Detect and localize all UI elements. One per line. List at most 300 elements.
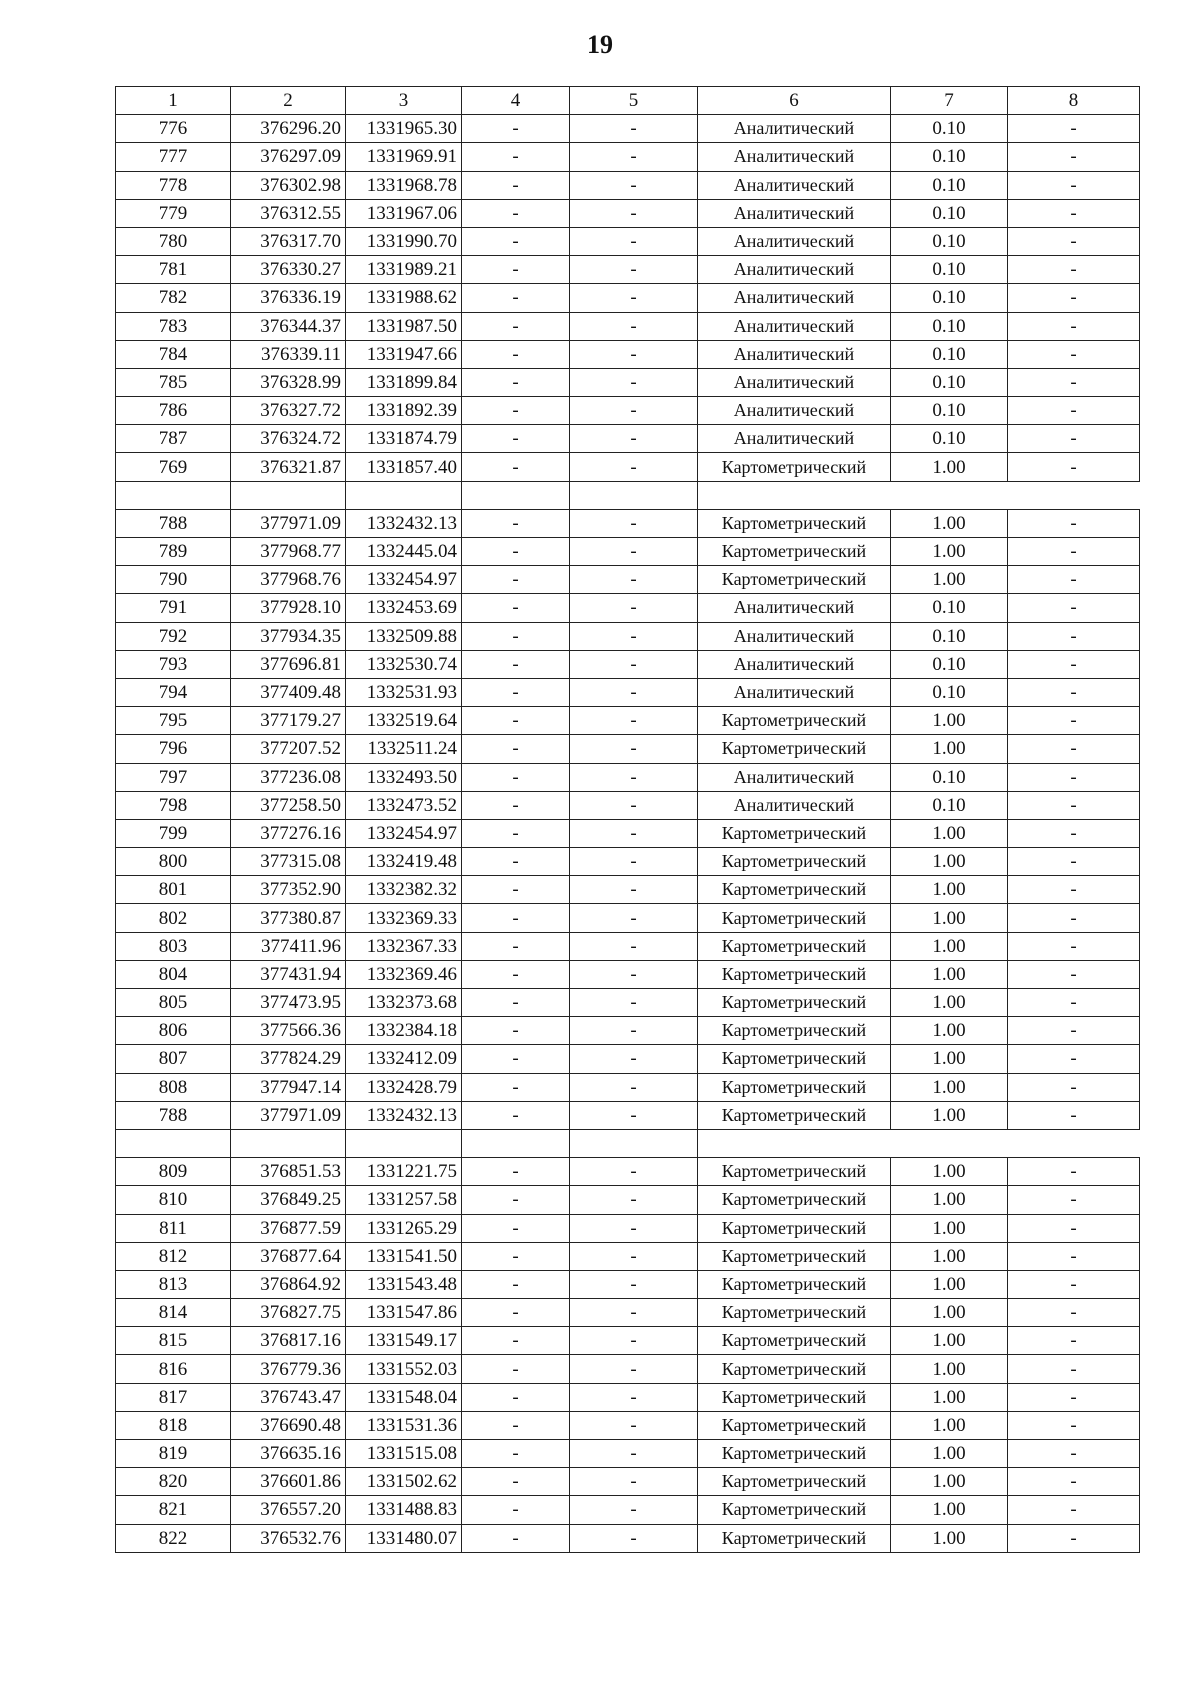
- table-row: [116, 1299, 1140, 1327]
- x-coordinate-cell: 376851.53: [231, 1158, 346, 1186]
- col-8-cell: -: [1008, 115, 1140, 143]
- method-cell: Картометрический: [698, 1355, 891, 1383]
- col-4-cell: -: [462, 1468, 570, 1496]
- x-coordinate-cell: 376321.87: [231, 453, 346, 481]
- point-number-cell: 790: [116, 566, 231, 594]
- y-coordinate-cell: 1331947.66: [346, 340, 462, 368]
- col-8-cell: -: [1008, 678, 1140, 706]
- col-4-cell: -: [462, 1440, 570, 1468]
- x-coordinate-cell: 377236.08: [231, 763, 346, 791]
- table-row: [116, 368, 1140, 396]
- table-row: [116, 848, 1140, 876]
- col-8-cell: -: [1008, 1214, 1140, 1242]
- x-coordinate-cell: 376344.37: [231, 312, 346, 340]
- col-5-cell: -: [570, 1186, 698, 1214]
- table-row: [116, 1411, 1140, 1439]
- col-4-cell: -: [462, 1496, 570, 1524]
- header-cell-2: 2: [231, 87, 346, 115]
- y-coordinate-cell: 1332531.93: [346, 678, 462, 706]
- accuracy-cell: 1.00: [891, 453, 1008, 481]
- col-4-cell: -: [462, 256, 570, 284]
- x-coordinate-cell: 376328.99: [231, 368, 346, 396]
- col-5-cell: -: [570, 1383, 698, 1411]
- table-row: [116, 1101, 1140, 1129]
- table-row: [116, 1327, 1140, 1355]
- y-coordinate-cell: 1331541.50: [346, 1242, 462, 1270]
- col-8-cell: -: [1008, 1270, 1140, 1298]
- point-number-cell: 811: [116, 1214, 231, 1242]
- method-cell: Аналитический: [698, 340, 891, 368]
- col-8-cell: -: [1008, 397, 1140, 425]
- col-8-cell: -: [1008, 1383, 1140, 1411]
- col-5-cell: -: [570, 1355, 698, 1383]
- col-5-cell: -: [570, 1045, 698, 1073]
- accuracy-cell: 0.10: [891, 650, 1008, 678]
- col-5-cell: -: [570, 538, 698, 566]
- x-coordinate-cell: 377315.08: [231, 848, 346, 876]
- point-number-cell: 796: [116, 735, 231, 763]
- x-coordinate-cell: 377276.16: [231, 819, 346, 847]
- col-5-cell: -: [570, 509, 698, 537]
- col-4-cell: -: [462, 1073, 570, 1101]
- point-number-cell: 803: [116, 932, 231, 960]
- table-row: [116, 538, 1140, 566]
- accuracy-cell: 1.00: [891, 1242, 1008, 1270]
- table-row: [116, 650, 1140, 678]
- x-coordinate-cell: 377968.77: [231, 538, 346, 566]
- x-coordinate-cell: 376302.98: [231, 171, 346, 199]
- col-4-cell: -: [462, 453, 570, 481]
- empty-cell: [570, 481, 698, 509]
- x-coordinate-cell: 376849.25: [231, 1186, 346, 1214]
- col-4-cell: -: [462, 538, 570, 566]
- accuracy-cell: 1.00: [891, 1101, 1008, 1129]
- table-row: [116, 312, 1140, 340]
- x-coordinate-cell: 377947.14: [231, 1073, 346, 1101]
- point-number-cell: 816: [116, 1355, 231, 1383]
- col-8-cell: -: [1008, 368, 1140, 396]
- point-number-cell: 821: [116, 1496, 231, 1524]
- x-coordinate-cell: 377179.27: [231, 707, 346, 735]
- method-cell: Картометрический: [698, 1045, 891, 1073]
- y-coordinate-cell: 1332384.18: [346, 1017, 462, 1045]
- accuracy-cell: 1.00: [891, 1186, 1008, 1214]
- y-coordinate-cell: 1332419.48: [346, 848, 462, 876]
- empty-cell: [346, 1129, 462, 1157]
- point-number-cell: 818: [116, 1411, 231, 1439]
- accuracy-cell: 0.10: [891, 284, 1008, 312]
- accuracy-cell: 0.10: [891, 227, 1008, 255]
- accuracy-cell: 1.00: [891, 1524, 1008, 1552]
- y-coordinate-cell: 1331899.84: [346, 368, 462, 396]
- table-row: [116, 763, 1140, 791]
- x-coordinate-cell: 376557.20: [231, 1496, 346, 1524]
- col-4-cell: -: [462, 509, 570, 537]
- col-8-cell: -: [1008, 1327, 1140, 1355]
- col-5-cell: -: [570, 1073, 698, 1101]
- col-8-cell: -: [1008, 622, 1140, 650]
- method-cell: Картометрический: [698, 1017, 891, 1045]
- point-number-cell: 800: [116, 848, 231, 876]
- table-row: [116, 791, 1140, 819]
- point-number-cell: 801: [116, 876, 231, 904]
- col-8-cell: -: [1008, 876, 1140, 904]
- y-coordinate-cell: 1332382.32: [346, 876, 462, 904]
- table-row: [116, 1158, 1140, 1186]
- y-coordinate-cell: 1331549.17: [346, 1327, 462, 1355]
- col-5-cell: -: [570, 707, 698, 735]
- method-cell: Картометрический: [698, 1158, 891, 1186]
- x-coordinate-cell: 377207.52: [231, 735, 346, 763]
- method-cell: Аналитический: [698, 791, 891, 819]
- point-number-cell: 805: [116, 989, 231, 1017]
- col-8-cell: -: [1008, 453, 1140, 481]
- x-coordinate-cell: 376690.48: [231, 1411, 346, 1439]
- point-number-cell: 813: [116, 1270, 231, 1298]
- table-row: [116, 425, 1140, 453]
- x-coordinate-cell: 377971.09: [231, 509, 346, 537]
- method-cell: Картометрический: [698, 1383, 891, 1411]
- table-row: [116, 256, 1140, 284]
- header-cell-1: 1: [116, 87, 231, 115]
- point-number-cell: 807: [116, 1045, 231, 1073]
- point-number-cell: 787: [116, 425, 231, 453]
- col-4-cell: -: [462, 1158, 570, 1186]
- accuracy-cell: 0.10: [891, 368, 1008, 396]
- col-8-cell: -: [1008, 312, 1140, 340]
- point-number-cell: 812: [116, 1242, 231, 1270]
- method-cell: Аналитический: [698, 368, 891, 396]
- accuracy-cell: 1.00: [891, 1496, 1008, 1524]
- header-cell-4: 4: [462, 87, 570, 115]
- table-row: [116, 340, 1140, 368]
- col-5-cell: -: [570, 735, 698, 763]
- col-5-cell: -: [570, 312, 698, 340]
- y-coordinate-cell: 1331969.91: [346, 143, 462, 171]
- x-coordinate-cell: 377928.10: [231, 594, 346, 622]
- col-5-cell: -: [570, 819, 698, 847]
- x-coordinate-cell: 376877.64: [231, 1242, 346, 1270]
- point-number-cell: 792: [116, 622, 231, 650]
- y-coordinate-cell: 1331989.21: [346, 256, 462, 284]
- accuracy-cell: 1.00: [891, 1383, 1008, 1411]
- table-row: [116, 1468, 1140, 1496]
- table-header: [116, 87, 1140, 115]
- col-4-cell: -: [462, 876, 570, 904]
- point-number-cell: 817: [116, 1383, 231, 1411]
- x-coordinate-cell: 376324.72: [231, 425, 346, 453]
- col-8-cell: -: [1008, 1186, 1140, 1214]
- col-8-cell: -: [1008, 650, 1140, 678]
- accuracy-cell: 1.00: [891, 1045, 1008, 1073]
- table-row: [116, 932, 1140, 960]
- x-coordinate-cell: 376339.11: [231, 340, 346, 368]
- method-cell: Аналитический: [698, 425, 891, 453]
- col-5-cell: -: [570, 1496, 698, 1524]
- col-4-cell: -: [462, 566, 570, 594]
- method-cell: Картометрический: [698, 932, 891, 960]
- empty-cell: [116, 481, 231, 509]
- col-4-cell: -: [462, 1017, 570, 1045]
- point-number-cell: 802: [116, 904, 231, 932]
- col-4-cell: -: [462, 115, 570, 143]
- accuracy-cell: 0.10: [891, 199, 1008, 227]
- method-cell: Аналитический: [698, 312, 891, 340]
- col-4-cell: -: [462, 763, 570, 791]
- method-cell: Картометрический: [698, 1496, 891, 1524]
- point-number-cell: 810: [116, 1186, 231, 1214]
- coordinates-table: [115, 86, 1140, 1553]
- col-8-cell: -: [1008, 256, 1140, 284]
- accuracy-cell: 0.10: [891, 594, 1008, 622]
- table-row: [116, 199, 1140, 227]
- x-coordinate-cell: 376877.59: [231, 1214, 346, 1242]
- x-coordinate-cell: 376635.16: [231, 1440, 346, 1468]
- col-8-cell: -: [1008, 735, 1140, 763]
- x-coordinate-cell: 377258.50: [231, 791, 346, 819]
- col-8-cell: -: [1008, 1524, 1140, 1552]
- table-row: [116, 594, 1140, 622]
- y-coordinate-cell: 1331552.03: [346, 1355, 462, 1383]
- method-cell: Картометрический: [698, 1299, 891, 1327]
- x-coordinate-cell: 377824.29: [231, 1045, 346, 1073]
- accuracy-cell: 0.10: [891, 425, 1008, 453]
- point-number-cell: 788: [116, 509, 231, 537]
- col-5-cell: -: [570, 566, 698, 594]
- x-coordinate-cell: 376827.75: [231, 1299, 346, 1327]
- col-4-cell: -: [462, 1101, 570, 1129]
- table-row: [116, 1355, 1140, 1383]
- x-coordinate-cell: 376336.19: [231, 284, 346, 312]
- col-8-cell: -: [1008, 1101, 1140, 1129]
- point-number-cell: 815: [116, 1327, 231, 1355]
- method-cell: Картометрический: [698, 904, 891, 932]
- y-coordinate-cell: 1331892.39: [346, 397, 462, 425]
- col-8-cell: -: [1008, 989, 1140, 1017]
- method-cell: Картометрический: [698, 1073, 891, 1101]
- x-coordinate-cell: 377431.94: [231, 960, 346, 988]
- table-row: [116, 1073, 1140, 1101]
- empty-cell: [231, 1129, 346, 1157]
- point-number-cell: 820: [116, 1468, 231, 1496]
- method-cell: Картометрический: [698, 1242, 891, 1270]
- method-cell: Картометрический: [698, 1440, 891, 1468]
- y-coordinate-cell: 1331965.30: [346, 115, 462, 143]
- col-8-cell: -: [1008, 284, 1140, 312]
- col-8-cell: -: [1008, 848, 1140, 876]
- col-8-cell: -: [1008, 1242, 1140, 1270]
- col-4-cell: -: [462, 1355, 570, 1383]
- header-cell-8: 8: [1008, 87, 1140, 115]
- x-coordinate-cell: 376296.20: [231, 115, 346, 143]
- y-coordinate-cell: 1332367.33: [346, 932, 462, 960]
- col-5-cell: -: [570, 1327, 698, 1355]
- col-8-cell: -: [1008, 171, 1140, 199]
- col-5-cell: -: [570, 453, 698, 481]
- table-row: [116, 1017, 1140, 1045]
- method-cell: Картометрический: [698, 566, 891, 594]
- accuracy-cell: 1.00: [891, 1411, 1008, 1439]
- method-cell: Аналитический: [698, 256, 891, 284]
- col-4-cell: -: [462, 735, 570, 763]
- y-coordinate-cell: 1331515.08: [346, 1440, 462, 1468]
- point-number-cell: 797: [116, 763, 231, 791]
- table-row: [116, 678, 1140, 706]
- y-coordinate-cell: 1331857.40: [346, 453, 462, 481]
- x-coordinate-cell: 377411.96: [231, 932, 346, 960]
- y-coordinate-cell: 1331968.78: [346, 171, 462, 199]
- y-coordinate-cell: 1332445.04: [346, 538, 462, 566]
- point-number-cell: 784: [116, 340, 231, 368]
- col-8-cell: -: [1008, 227, 1140, 255]
- method-cell: Аналитический: [698, 199, 891, 227]
- method-cell: Картометрический: [698, 538, 891, 566]
- method-cell: Картометрический: [698, 1524, 891, 1552]
- accuracy-cell: 1.00: [891, 1440, 1008, 1468]
- table-row: [116, 1242, 1140, 1270]
- accuracy-cell: 0.10: [891, 622, 1008, 650]
- x-coordinate-cell: 376317.70: [231, 227, 346, 255]
- y-coordinate-cell: 1331987.50: [346, 312, 462, 340]
- method-cell: Аналитический: [698, 678, 891, 706]
- method-cell: Аналитический: [698, 622, 891, 650]
- x-coordinate-cell: 376779.36: [231, 1355, 346, 1383]
- col-4-cell: -: [462, 932, 570, 960]
- col-4-cell: -: [462, 594, 570, 622]
- x-coordinate-cell: 376601.86: [231, 1468, 346, 1496]
- col-4-cell: -: [462, 340, 570, 368]
- y-coordinate-cell: 1332493.50: [346, 763, 462, 791]
- col-4-cell: -: [462, 707, 570, 735]
- y-coordinate-cell: 1331480.07: [346, 1524, 462, 1552]
- col-8-cell: -: [1008, 1411, 1140, 1439]
- accuracy-cell: 1.00: [891, 819, 1008, 847]
- point-number-cell: 808: [116, 1073, 231, 1101]
- x-coordinate-cell: 376743.47: [231, 1383, 346, 1411]
- accuracy-cell: 1.00: [891, 566, 1008, 594]
- col-8-cell: -: [1008, 763, 1140, 791]
- col-8-cell: -: [1008, 1496, 1140, 1524]
- method-cell: Картометрический: [698, 453, 891, 481]
- x-coordinate-cell: 377409.48: [231, 678, 346, 706]
- x-coordinate-cell: 376330.27: [231, 256, 346, 284]
- empty-cell: [462, 1129, 570, 1157]
- col-8-cell: -: [1008, 566, 1140, 594]
- col-8-cell: -: [1008, 1073, 1140, 1101]
- method-cell: Картометрический: [698, 1101, 891, 1129]
- point-number-cell: 782: [116, 284, 231, 312]
- col-8-cell: -: [1008, 340, 1140, 368]
- table-row: [116, 735, 1140, 763]
- accuracy-cell: 0.10: [891, 678, 1008, 706]
- x-coordinate-cell: 376327.72: [231, 397, 346, 425]
- col-4-cell: -: [462, 819, 570, 847]
- col-5-cell: -: [570, 876, 698, 904]
- point-number-cell: 776: [116, 115, 231, 143]
- col-8-cell: -: [1008, 509, 1140, 537]
- y-coordinate-cell: 1332454.97: [346, 819, 462, 847]
- col-4-cell: -: [462, 650, 570, 678]
- accuracy-cell: 1.00: [891, 904, 1008, 932]
- x-coordinate-cell: 377934.35: [231, 622, 346, 650]
- col-5-cell: -: [570, 397, 698, 425]
- col-4-cell: -: [462, 227, 570, 255]
- accuracy-cell: 0.10: [891, 115, 1008, 143]
- accuracy-cell: 1.00: [891, 989, 1008, 1017]
- col-4-cell: -: [462, 143, 570, 171]
- point-number-cell: 819: [116, 1440, 231, 1468]
- method-cell: Аналитический: [698, 650, 891, 678]
- accuracy-cell: 1.00: [891, 848, 1008, 876]
- col-5-cell: -: [570, 143, 698, 171]
- table-row: [116, 707, 1140, 735]
- method-cell: Картометрический: [698, 707, 891, 735]
- table-row: [116, 876, 1140, 904]
- col-4-cell: -: [462, 848, 570, 876]
- col-8-cell: -: [1008, 1468, 1140, 1496]
- accuracy-cell: 0.10: [891, 397, 1008, 425]
- col-8-cell: -: [1008, 594, 1140, 622]
- col-5-cell: -: [570, 171, 698, 199]
- point-number-cell: 780: [116, 227, 231, 255]
- col-5-cell: -: [570, 1158, 698, 1186]
- table-row: [116, 960, 1140, 988]
- col-8-cell: -: [1008, 1045, 1140, 1073]
- table-row: [116, 904, 1140, 932]
- accuracy-cell: 0.10: [891, 791, 1008, 819]
- x-coordinate-cell: 376312.55: [231, 199, 346, 227]
- empty-cell: [116, 1129, 231, 1157]
- header-row: [116, 87, 1140, 115]
- point-number-cell: 809: [116, 1158, 231, 1186]
- col-4-cell: -: [462, 1411, 570, 1439]
- col-4-cell: -: [462, 678, 570, 706]
- accuracy-cell: 1.00: [891, 1270, 1008, 1298]
- col-5-cell: -: [570, 1242, 698, 1270]
- accuracy-cell: 1.00: [891, 1299, 1008, 1327]
- point-number-cell: 786: [116, 397, 231, 425]
- accuracy-cell: 1.00: [891, 1355, 1008, 1383]
- col-5-cell: -: [570, 340, 698, 368]
- method-cell: Картометрический: [698, 735, 891, 763]
- method-cell: Картометрический: [698, 1468, 891, 1496]
- col-5-cell: -: [570, 791, 698, 819]
- x-coordinate-cell: 377380.87: [231, 904, 346, 932]
- y-coordinate-cell: 1332412.09: [346, 1045, 462, 1073]
- table-row: [116, 143, 1140, 171]
- header-cell-3: 3: [346, 87, 462, 115]
- point-number-cell: 806: [116, 1017, 231, 1045]
- col-5-cell: -: [570, 1101, 698, 1129]
- y-coordinate-cell: 1331488.83: [346, 1496, 462, 1524]
- x-coordinate-cell: 376532.76: [231, 1524, 346, 1552]
- accuracy-cell: 0.10: [891, 312, 1008, 340]
- point-number-cell: 794: [116, 678, 231, 706]
- table-row: [116, 1045, 1140, 1073]
- y-coordinate-cell: 1331874.79: [346, 425, 462, 453]
- y-coordinate-cell: 1331531.36: [346, 1411, 462, 1439]
- col-8-cell: -: [1008, 425, 1140, 453]
- table-row: [116, 284, 1140, 312]
- y-coordinate-cell: 1331990.70: [346, 227, 462, 255]
- y-coordinate-cell: 1331988.62: [346, 284, 462, 312]
- y-coordinate-cell: 1332509.88: [346, 622, 462, 650]
- col-8-cell: -: [1008, 1299, 1140, 1327]
- col-4-cell: -: [462, 791, 570, 819]
- method-cell: Аналитический: [698, 594, 891, 622]
- y-coordinate-cell: 1332530.74: [346, 650, 462, 678]
- col-5-cell: -: [570, 622, 698, 650]
